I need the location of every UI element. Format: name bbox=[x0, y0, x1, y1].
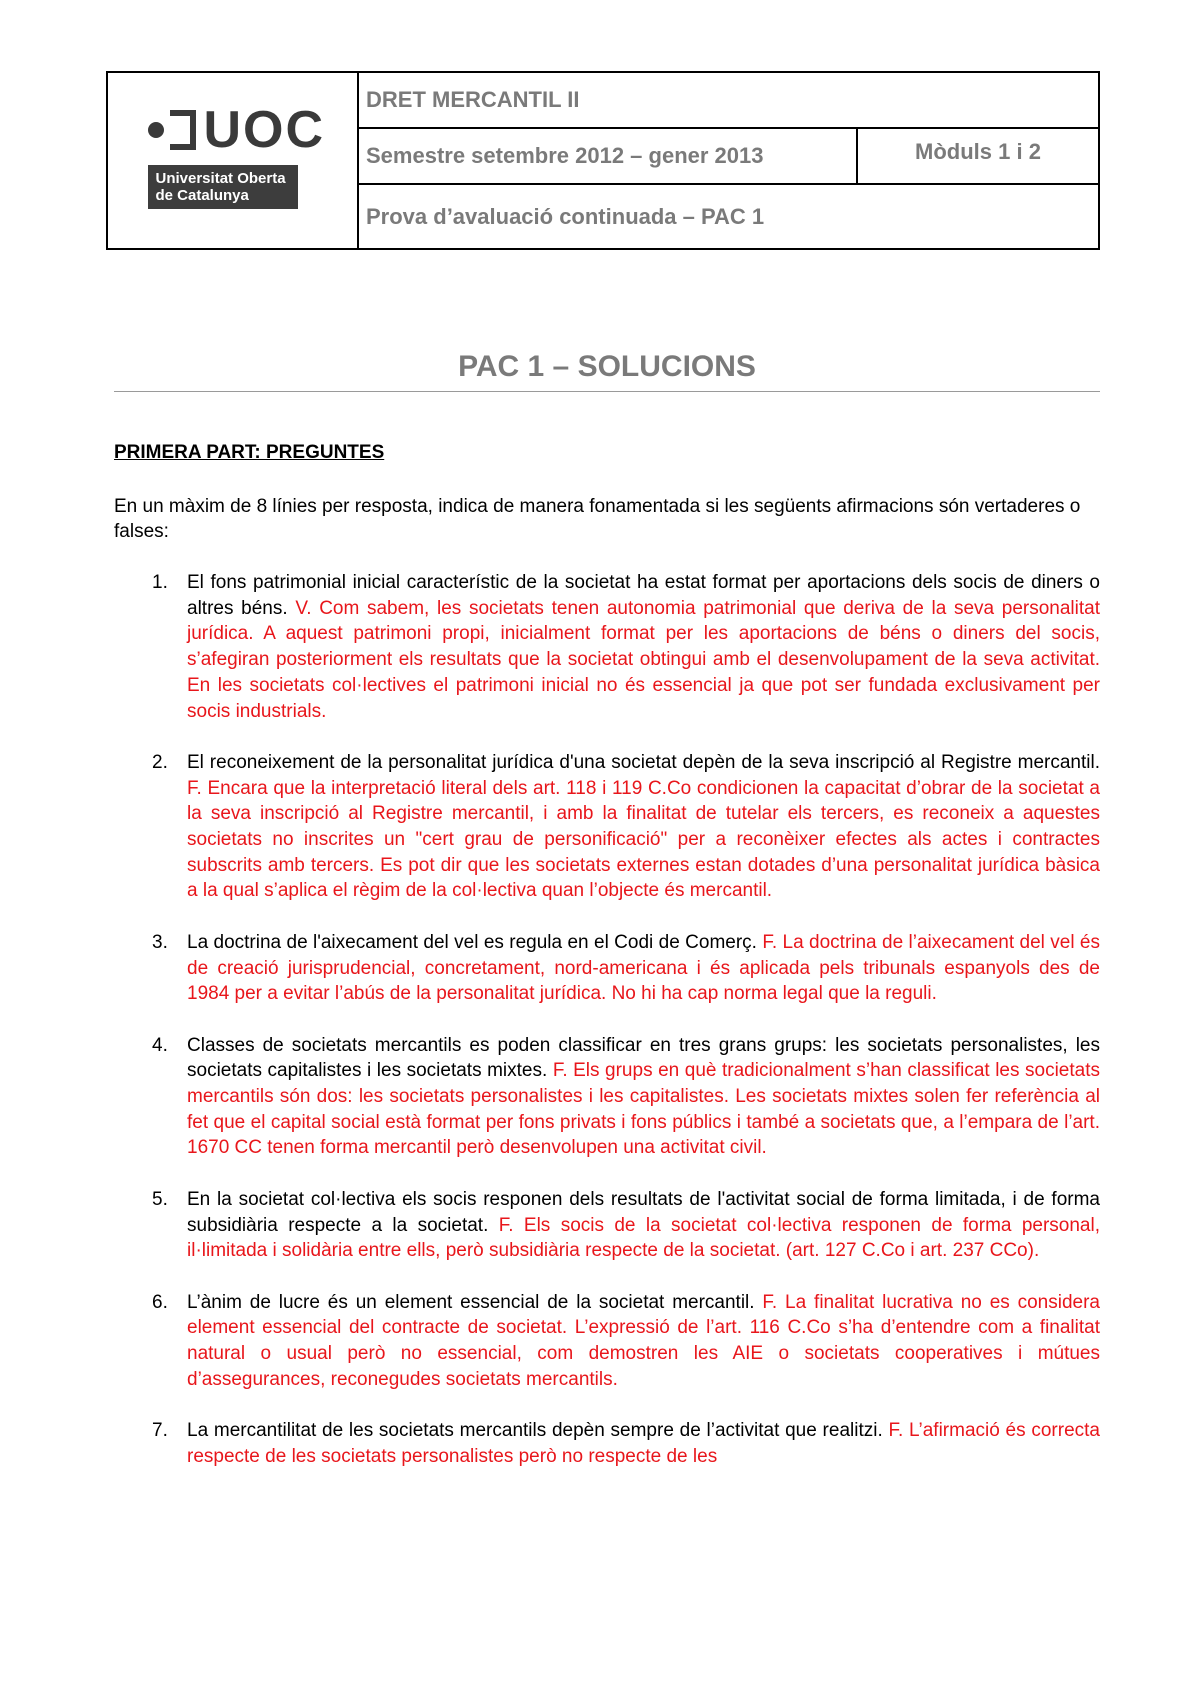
question-item bbox=[114, 1418, 1100, 1469]
question-statement: L’ànim de lucre és un element essencial de la societat mercantil. bbox=[187, 1291, 755, 1313]
logo-line-1: Universitat Oberta bbox=[155, 169, 286, 187]
question-statement: En la societat col·lectiva els socis responen dels resultats de l'activitat social de forma limitada, i de forma subsidiària respecte a la societat. bbox=[187, 1188, 1100, 1236]
question-answer: F. Encara que la interpretació literal dels art. 118 i 119 C.Co condicionen la capacitat d’obrar de la societat a la seva inscripció al Registre mercantil, i amb la finalitat de tutelar els tercers, es reconeix a aquestes societats no inscrites un "cert grau de personificació" per a reconèixer efectes als actes i contractes subscrits amb tercers. Es pot dir que les societats externes estan dotades d’una personalitat jurídica bàsica a la qual s’aplica el règim de la col·lectiva quan l’objecte és mercantil. bbox=[187, 777, 1100, 902]
logo-line-2: de Catalunya bbox=[155, 186, 249, 204]
question-number: 5. bbox=[152, 1188, 168, 1210]
question-answer: F. La doctrina de l’aixecament del vel és de creació jurisprudencial, concretament, nord-americana i és aplicada pels tribunals espanyols des de 1984 per a evitar l’abús de la personalitat jurídica. No hi ha cap norma legal que la reguli. bbox=[187, 931, 1100, 1005]
logo-bracket-icon bbox=[170, 110, 196, 150]
question-item bbox=[114, 750, 1100, 904]
question-statement: El reconeixement de la personalitat jurídica d'una societat depèn de la seva inscripció al Registre mercantil. bbox=[187, 751, 1100, 773]
question-item bbox=[114, 930, 1100, 1007]
logo-cell bbox=[108, 73, 359, 248]
question-item bbox=[114, 1033, 1100, 1162]
section-heading: PRIMERA PART: PREGUNTES bbox=[114, 442, 385, 463]
document-header bbox=[106, 71, 1100, 250]
question-statement: La doctrina de l'aixecament del vel es regula en el Codi de Comerç. bbox=[187, 931, 757, 953]
question-number: 2. bbox=[152, 751, 168, 773]
question-list bbox=[114, 570, 1100, 1495]
header-info bbox=[359, 73, 1098, 248]
question-statement: La mercantilitat de les societats mercantils depèn sempre de l’activitat que realitzi. bbox=[187, 1420, 883, 1442]
assessment-name: Prova d’avaluació continuada – PAC 1 bbox=[366, 203, 765, 229]
semester-row bbox=[359, 129, 1098, 185]
section-intro: En un màxim de 8 línies per resposta, indica de manera fonamentada si les següents afirmacions són vertaderes o falses: bbox=[114, 496, 1081, 542]
question-number: 6. bbox=[152, 1291, 168, 1313]
question-number: 3. bbox=[152, 931, 168, 953]
question-statement: Classes de societats mercantils es poden classificar en tres grans grups: les societats personalistes, les societats capitalistes i les societats mixtes. bbox=[187, 1034, 1100, 1082]
question-item bbox=[114, 570, 1100, 724]
logo-plate bbox=[148, 165, 298, 209]
page-title: PAC 1 – SOLUCIONS bbox=[458, 350, 756, 383]
title-divider bbox=[114, 391, 1100, 392]
question-statement: El fons patrimonial inicial característic de la societat ha estat format per aportacions dels socis de diners o altres béns. bbox=[187, 572, 1100, 619]
uoc-logo-mark bbox=[148, 100, 326, 159]
semester: Semestre setembre 2012 – gener 2013 bbox=[359, 129, 858, 183]
question-answer: V. Com sabem, les societats tenen autonomia patrimonial que deriva de la seva personalitat jurídica. A aquest patrimoni propi, inicialment format per les aportacions de béns o diners del socis, s’afegiran posteriorment els resultats que la societat obtingui amb el desenvolupament de la seva activitat. En les societats col·lectives el patrimoni inicial no és essencial ja que pot ser fundada exclusivament per socis industrials. bbox=[187, 597, 1100, 722]
logo-dot-icon bbox=[148, 122, 164, 138]
course-name: DRET MERCANTIL II bbox=[359, 73, 1098, 129]
question-item bbox=[114, 1290, 1100, 1393]
question-number: 4. bbox=[152, 1034, 168, 1056]
question-answer: F. L’afirmació és correcta respecte de les societats personalistes però no respecte de les bbox=[187, 1420, 1100, 1467]
modules: Mòduls 1 i 2 bbox=[915, 139, 1041, 164]
question-number: 1. bbox=[152, 572, 168, 593]
question-answer: F. La finalitat lucrativa no es considera element essencial del contracte de societat. L’expressió de l’art. 116 C.Co s’ha d’entendre com a finalitat natural o usual però no essencial, com demostren les AIE o societats cooperatives i mútues d’assegurances, reconegudes societats mercantils. bbox=[187, 1291, 1100, 1390]
question-answer: F. Els socis de la societat col·lectiva responen de forma personal, il·limitada i solidària entre ells, però subsidiària respecte de la societat. (art. 127 C.Co i art. 237 CCo). bbox=[187, 1214, 1101, 1262]
logo-brand-text: UOC bbox=[203, 100, 326, 159]
uoc-logo bbox=[148, 100, 328, 209]
question-number: 7. bbox=[152, 1420, 168, 1442]
question-answer: F. Els grups en què tradicionalment s’han classificat les societats mercantils són dos: les societats personalistes i les capitalistes. Les societats mixtes solen fer referència al fet que el capital social està format per fons privats i fons públics i també a societats que, a l’empara de l’art. 1670 CC tenen forma mercantil però desenvolupen una activitat civil. bbox=[187, 1060, 1100, 1159]
question-item bbox=[114, 1187, 1100, 1264]
